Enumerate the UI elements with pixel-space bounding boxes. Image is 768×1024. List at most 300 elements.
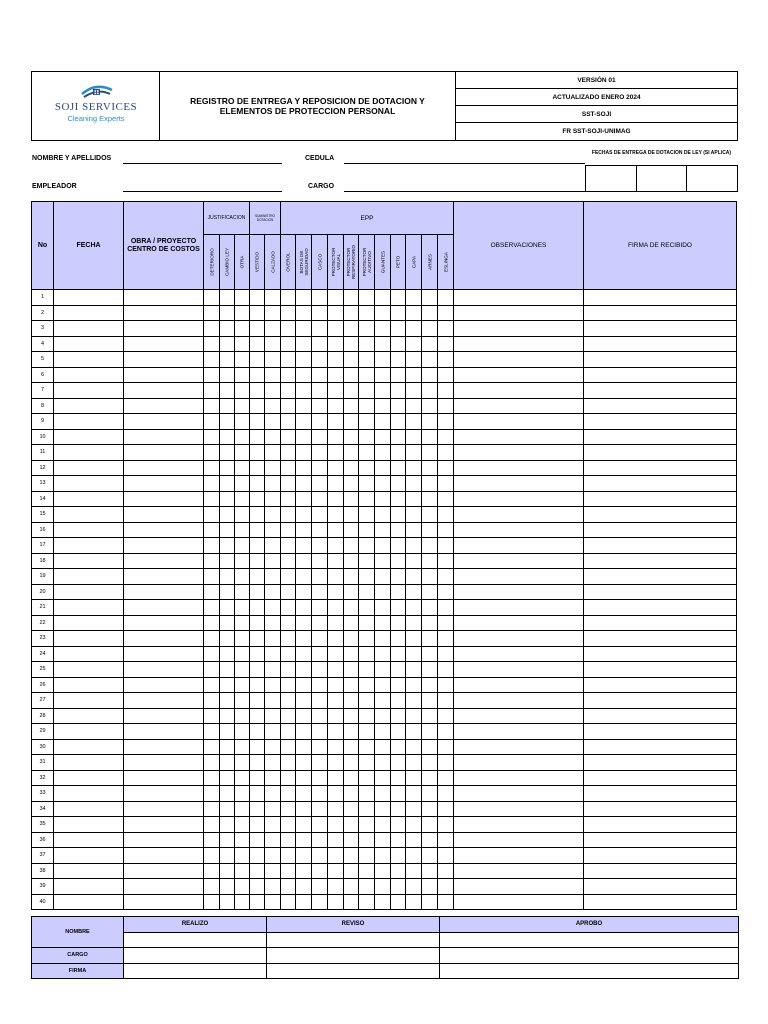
table-cell[interactable]	[454, 398, 584, 414]
table-cell[interactable]	[281, 336, 296, 352]
table-cell[interactable]	[454, 367, 584, 383]
table-cell[interactable]	[204, 553, 220, 569]
table-cell[interactable]	[422, 894, 438, 910]
table-cell[interactable]	[312, 646, 328, 662]
table-cell[interactable]	[391, 429, 406, 445]
table-cell[interactable]	[281, 383, 296, 399]
table-cell[interactable]	[375, 522, 391, 538]
table-cell[interactable]	[454, 817, 584, 833]
table-cell[interactable]	[391, 569, 406, 585]
table-cell[interactable]	[454, 414, 584, 430]
table-cell[interactable]	[54, 646, 124, 662]
table-cell[interactable]	[265, 646, 281, 662]
table-cell[interactable]	[124, 429, 204, 445]
table-cell[interactable]	[235, 569, 250, 585]
table-cell[interactable]	[265, 848, 281, 864]
table-cell[interactable]	[54, 631, 124, 647]
table-cell[interactable]	[406, 879, 422, 895]
table-cell[interactable]	[359, 321, 375, 337]
table-cell[interactable]	[124, 460, 204, 476]
table-cell[interactable]	[296, 491, 312, 507]
table-cell[interactable]	[124, 677, 204, 693]
table-cell[interactable]	[235, 693, 250, 709]
table-cell[interactable]	[250, 507, 265, 523]
table-cell[interactable]	[344, 646, 359, 662]
table-cell[interactable]	[204, 383, 220, 399]
table-cell[interactable]	[328, 383, 344, 399]
table-cell[interactable]	[235, 662, 250, 678]
table-cell[interactable]	[391, 708, 406, 724]
table-cell[interactable]	[204, 445, 220, 461]
table-cell[interactable]	[281, 894, 296, 910]
table-cell[interactable]	[454, 894, 584, 910]
table-cell[interactable]	[296, 460, 312, 476]
table-cell[interactable]	[204, 631, 220, 647]
table-cell[interactable]	[124, 848, 204, 864]
table-cell[interactable]	[344, 352, 359, 368]
table-cell[interactable]	[235, 336, 250, 352]
table-cell[interactable]	[454, 724, 584, 740]
table-cell[interactable]	[265, 352, 281, 368]
table-cell[interactable]	[406, 491, 422, 507]
table-cell[interactable]	[438, 879, 454, 895]
table-cell[interactable]	[124, 615, 204, 631]
table-cell[interactable]	[454, 600, 584, 616]
table-cell[interactable]	[265, 615, 281, 631]
table-cell[interactable]	[54, 522, 124, 538]
table-cell[interactable]	[54, 491, 124, 507]
table-cell[interactable]	[391, 863, 406, 879]
table-cell[interactable]	[438, 801, 454, 817]
table-cell[interactable]	[281, 305, 296, 321]
table-cell[interactable]	[328, 755, 344, 771]
table-cell[interactable]	[124, 662, 204, 678]
table-cell[interactable]	[375, 832, 391, 848]
table-cell[interactable]	[204, 708, 220, 724]
table-cell[interactable]	[328, 321, 344, 337]
table-cell[interactable]	[359, 445, 375, 461]
table-cell[interactable]	[54, 817, 124, 833]
table-cell[interactable]	[344, 693, 359, 709]
table-cell[interactable]	[584, 631, 737, 647]
table-cell[interactable]	[296, 724, 312, 740]
table-cell[interactable]	[220, 879, 235, 895]
table-cell[interactable]	[406, 615, 422, 631]
table-cell[interactable]	[391, 817, 406, 833]
table-cell[interactable]	[454, 693, 584, 709]
table-cell[interactable]	[406, 290, 422, 306]
table-cell[interactable]	[391, 600, 406, 616]
table-cell[interactable]	[235, 786, 250, 802]
table-cell[interactable]	[359, 739, 375, 755]
table-cell[interactable]	[406, 507, 422, 523]
table-cell[interactable]	[281, 693, 296, 709]
table-cell[interactable]	[438, 445, 454, 461]
table-cell[interactable]	[375, 817, 391, 833]
table-cell[interactable]	[296, 863, 312, 879]
table-cell[interactable]	[375, 290, 391, 306]
table-cell[interactable]	[281, 491, 296, 507]
table-cell[interactable]	[391, 414, 406, 430]
table-cell[interactable]	[204, 600, 220, 616]
table-cell[interactable]	[235, 677, 250, 693]
table-cell[interactable]	[584, 336, 737, 352]
table-cell[interactable]	[296, 553, 312, 569]
table-cell[interactable]	[220, 522, 235, 538]
table-cell[interactable]	[422, 724, 438, 740]
table-cell[interactable]	[220, 801, 235, 817]
table-cell[interactable]	[584, 615, 737, 631]
table-cell[interactable]	[265, 367, 281, 383]
table-cell[interactable]	[281, 476, 296, 492]
table-cell[interactable]	[454, 755, 584, 771]
table-cell[interactable]	[584, 367, 737, 383]
table-cell[interactable]	[235, 414, 250, 430]
table-cell[interactable]	[312, 755, 328, 771]
table-cell[interactable]	[124, 646, 204, 662]
table-cell[interactable]	[54, 770, 124, 786]
table-cell[interactable]	[328, 786, 344, 802]
table-cell[interactable]	[54, 879, 124, 895]
table-cell[interactable]	[265, 879, 281, 895]
table-cell[interactable]	[124, 801, 204, 817]
table-cell[interactable]	[250, 522, 265, 538]
table-cell[interactable]	[220, 615, 235, 631]
table-cell[interactable]	[204, 801, 220, 817]
table-cell[interactable]	[406, 476, 422, 492]
table-cell[interactable]	[406, 460, 422, 476]
table-cell[interactable]	[250, 569, 265, 585]
table-cell[interactable]	[584, 429, 737, 445]
table-cell[interactable]	[281, 522, 296, 538]
sig-realizo-firma[interactable]	[124, 963, 267, 979]
table-cell[interactable]	[235, 429, 250, 445]
table-cell[interactable]	[220, 429, 235, 445]
table-cell[interactable]	[406, 414, 422, 430]
table-cell[interactable]	[312, 600, 328, 616]
table-cell[interactable]	[359, 770, 375, 786]
table-cell[interactable]	[328, 429, 344, 445]
table-cell[interactable]	[375, 631, 391, 647]
table-cell[interactable]	[375, 739, 391, 755]
table-cell[interactable]	[375, 646, 391, 662]
table-cell[interactable]	[250, 863, 265, 879]
table-cell[interactable]	[54, 677, 124, 693]
table-cell[interactable]	[220, 817, 235, 833]
table-cell[interactable]	[406, 708, 422, 724]
table-cell[interactable]	[235, 305, 250, 321]
table-cell[interactable]	[124, 367, 204, 383]
table-cell[interactable]	[359, 708, 375, 724]
table-cell[interactable]	[124, 553, 204, 569]
table-cell[interactable]	[359, 553, 375, 569]
table-cell[interactable]	[296, 770, 312, 786]
table-cell[interactable]	[54, 863, 124, 879]
table-cell[interactable]	[391, 290, 406, 306]
table-cell[interactable]	[281, 879, 296, 895]
table-cell[interactable]	[391, 662, 406, 678]
table-cell[interactable]	[375, 367, 391, 383]
table-cell[interactable]	[422, 832, 438, 848]
table-cell[interactable]	[265, 584, 281, 600]
table-cell[interactable]	[235, 584, 250, 600]
table-cell[interactable]	[328, 817, 344, 833]
table-cell[interactable]	[54, 755, 124, 771]
table-cell[interactable]	[220, 600, 235, 616]
table-cell[interactable]	[312, 631, 328, 647]
table-cell[interactable]	[328, 801, 344, 817]
table-cell[interactable]	[406, 817, 422, 833]
table-cell[interactable]	[438, 770, 454, 786]
table-cell[interactable]	[375, 305, 391, 321]
table-cell[interactable]	[438, 817, 454, 833]
table-cell[interactable]	[359, 894, 375, 910]
table-cell[interactable]	[235, 615, 250, 631]
table-cell[interactable]	[375, 569, 391, 585]
table-cell[interactable]	[584, 755, 737, 771]
table-cell[interactable]	[250, 476, 265, 492]
table-cell[interactable]	[124, 770, 204, 786]
employer-field[interactable]	[123, 191, 282, 192]
table-cell[interactable]	[344, 801, 359, 817]
table-cell[interactable]	[406, 755, 422, 771]
table-cell[interactable]	[391, 538, 406, 554]
table-cell[interactable]	[124, 600, 204, 616]
table-cell[interactable]	[391, 383, 406, 399]
table-cell[interactable]	[391, 553, 406, 569]
table-cell[interactable]	[296, 600, 312, 616]
table-cell[interactable]	[250, 755, 265, 771]
table-cell[interactable]	[344, 398, 359, 414]
table-cell[interactable]	[281, 832, 296, 848]
table-cell[interactable]	[344, 600, 359, 616]
table-cell[interactable]	[391, 786, 406, 802]
table-cell[interactable]	[281, 739, 296, 755]
table-cell[interactable]	[250, 662, 265, 678]
table-cell[interactable]	[406, 352, 422, 368]
table-cell[interactable]	[235, 708, 250, 724]
table-cell[interactable]	[422, 770, 438, 786]
table-cell[interactable]	[281, 538, 296, 554]
table-cell[interactable]	[438, 848, 454, 864]
table-cell[interactable]	[359, 863, 375, 879]
table-cell[interactable]	[406, 739, 422, 755]
table-cell[interactable]	[359, 832, 375, 848]
table-cell[interactable]	[584, 600, 737, 616]
table-cell[interactable]	[406, 600, 422, 616]
table-cell[interactable]	[281, 662, 296, 678]
table-cell[interactable]	[220, 491, 235, 507]
sig-aprobo-firma[interactable]	[440, 963, 739, 979]
table-cell[interactable]	[344, 708, 359, 724]
table-cell[interactable]	[375, 321, 391, 337]
table-cell[interactable]	[422, 584, 438, 600]
table-cell[interactable]	[344, 522, 359, 538]
table-cell[interactable]	[265, 460, 281, 476]
table-cell[interactable]	[250, 398, 265, 414]
table-cell[interactable]	[281, 321, 296, 337]
sig-realizo-nombre[interactable]	[124, 932, 267, 948]
table-cell[interactable]	[250, 538, 265, 554]
table-cell[interactable]	[265, 429, 281, 445]
table-cell[interactable]	[204, 336, 220, 352]
table-cell[interactable]	[220, 786, 235, 802]
table-cell[interactable]	[438, 538, 454, 554]
table-cell[interactable]	[220, 569, 235, 585]
table-cell[interactable]	[281, 600, 296, 616]
table-cell[interactable]	[220, 398, 235, 414]
table-cell[interactable]	[296, 398, 312, 414]
table-cell[interactable]	[406, 336, 422, 352]
table-cell[interactable]	[235, 352, 250, 368]
table-cell[interactable]	[235, 491, 250, 507]
table-cell[interactable]	[54, 724, 124, 740]
table-cell[interactable]	[344, 724, 359, 740]
table-cell[interactable]	[375, 507, 391, 523]
table-cell[interactable]	[124, 894, 204, 910]
table-cell[interactable]	[584, 553, 737, 569]
table-cell[interactable]	[328, 336, 344, 352]
sig-reviso-cargo[interactable]	[267, 948, 440, 964]
table-cell[interactable]	[54, 832, 124, 848]
table-cell[interactable]	[220, 832, 235, 848]
table-cell[interactable]	[328, 724, 344, 740]
table-cell[interactable]	[250, 414, 265, 430]
table-cell[interactable]	[328, 677, 344, 693]
table-cell[interactable]	[265, 336, 281, 352]
table-cell[interactable]	[124, 631, 204, 647]
table-cell[interactable]	[250, 290, 265, 306]
table-cell[interactable]	[204, 724, 220, 740]
table-cell[interactable]	[204, 352, 220, 368]
table-cell[interactable]	[584, 290, 737, 306]
table-cell[interactable]	[204, 786, 220, 802]
table-cell[interactable]	[250, 801, 265, 817]
table-cell[interactable]	[406, 383, 422, 399]
table-cell[interactable]	[250, 336, 265, 352]
table-cell[interactable]	[406, 553, 422, 569]
table-cell[interactable]	[406, 321, 422, 337]
table-cell[interactable]	[220, 553, 235, 569]
table-cell[interactable]	[204, 832, 220, 848]
table-cell[interactable]	[375, 724, 391, 740]
table-cell[interactable]	[235, 507, 250, 523]
table-cell[interactable]	[54, 553, 124, 569]
table-cell[interactable]	[235, 445, 250, 461]
table-cell[interactable]	[584, 414, 737, 430]
table-cell[interactable]	[124, 817, 204, 833]
table-cell[interactable]	[204, 584, 220, 600]
table-cell[interactable]	[359, 352, 375, 368]
table-cell[interactable]	[454, 631, 584, 647]
table-cell[interactable]	[220, 336, 235, 352]
table-cell[interactable]	[391, 677, 406, 693]
table-cell[interactable]	[584, 491, 737, 507]
table-cell[interactable]	[281, 429, 296, 445]
table-cell[interactable]	[265, 600, 281, 616]
table-cell[interactable]	[250, 848, 265, 864]
table-cell[interactable]	[296, 786, 312, 802]
table-cell[interactable]	[124, 863, 204, 879]
table-cell[interactable]	[438, 786, 454, 802]
table-cell[interactable]	[454, 677, 584, 693]
table-cell[interactable]	[235, 553, 250, 569]
table-cell[interactable]	[312, 522, 328, 538]
table-cell[interactable]	[406, 429, 422, 445]
table-cell[interactable]	[54, 321, 124, 337]
table-cell[interactable]	[328, 491, 344, 507]
table-cell[interactable]	[250, 600, 265, 616]
table-cell[interactable]	[406, 522, 422, 538]
table-cell[interactable]	[54, 693, 124, 709]
table-cell[interactable]	[281, 507, 296, 523]
table-cell[interactable]	[281, 615, 296, 631]
table-cell[interactable]	[296, 832, 312, 848]
table-cell[interactable]	[375, 476, 391, 492]
table-cell[interactable]	[406, 863, 422, 879]
table-cell[interactable]	[124, 290, 204, 306]
table-cell[interactable]	[344, 631, 359, 647]
table-cell[interactable]	[296, 429, 312, 445]
table-cell[interactable]	[296, 801, 312, 817]
table-cell[interactable]	[454, 569, 584, 585]
table-cell[interactable]	[312, 677, 328, 693]
table-cell[interactable]	[235, 863, 250, 879]
table-cell[interactable]	[584, 832, 737, 848]
table-cell[interactable]	[281, 708, 296, 724]
table-cell[interactable]	[265, 786, 281, 802]
table-cell[interactable]	[124, 832, 204, 848]
table-cell[interactable]	[54, 429, 124, 445]
table-cell[interactable]	[265, 522, 281, 538]
table-cell[interactable]	[438, 460, 454, 476]
table-cell[interactable]	[54, 894, 124, 910]
table-cell[interactable]	[281, 584, 296, 600]
table-cell[interactable]	[391, 739, 406, 755]
table-cell[interactable]	[312, 445, 328, 461]
table-cell[interactable]	[54, 801, 124, 817]
table-cell[interactable]	[124, 739, 204, 755]
table-cell[interactable]	[204, 522, 220, 538]
table-cell[interactable]	[584, 321, 737, 337]
table-cell[interactable]	[281, 631, 296, 647]
table-cell[interactable]	[359, 522, 375, 538]
table-cell[interactable]	[359, 631, 375, 647]
table-cell[interactable]	[204, 429, 220, 445]
table-cell[interactable]	[584, 522, 737, 538]
table-cell[interactable]	[584, 352, 737, 368]
table-cell[interactable]	[406, 445, 422, 461]
table-cell[interactable]	[344, 491, 359, 507]
table-cell[interactable]	[422, 414, 438, 430]
table-cell[interactable]	[204, 755, 220, 771]
table-cell[interactable]	[359, 336, 375, 352]
table-cell[interactable]	[281, 445, 296, 461]
table-cell[interactable]	[438, 631, 454, 647]
table-cell[interactable]	[359, 755, 375, 771]
table-cell[interactable]	[391, 693, 406, 709]
table-cell[interactable]	[375, 801, 391, 817]
table-cell[interactable]	[265, 708, 281, 724]
table-cell[interactable]	[584, 507, 737, 523]
table-cell[interactable]	[250, 677, 265, 693]
table-cell[interactable]	[312, 724, 328, 740]
table-cell[interactable]	[454, 863, 584, 879]
table-cell[interactable]	[359, 848, 375, 864]
table-cell[interactable]	[391, 352, 406, 368]
table-cell[interactable]	[265, 739, 281, 755]
table-cell[interactable]	[422, 755, 438, 771]
